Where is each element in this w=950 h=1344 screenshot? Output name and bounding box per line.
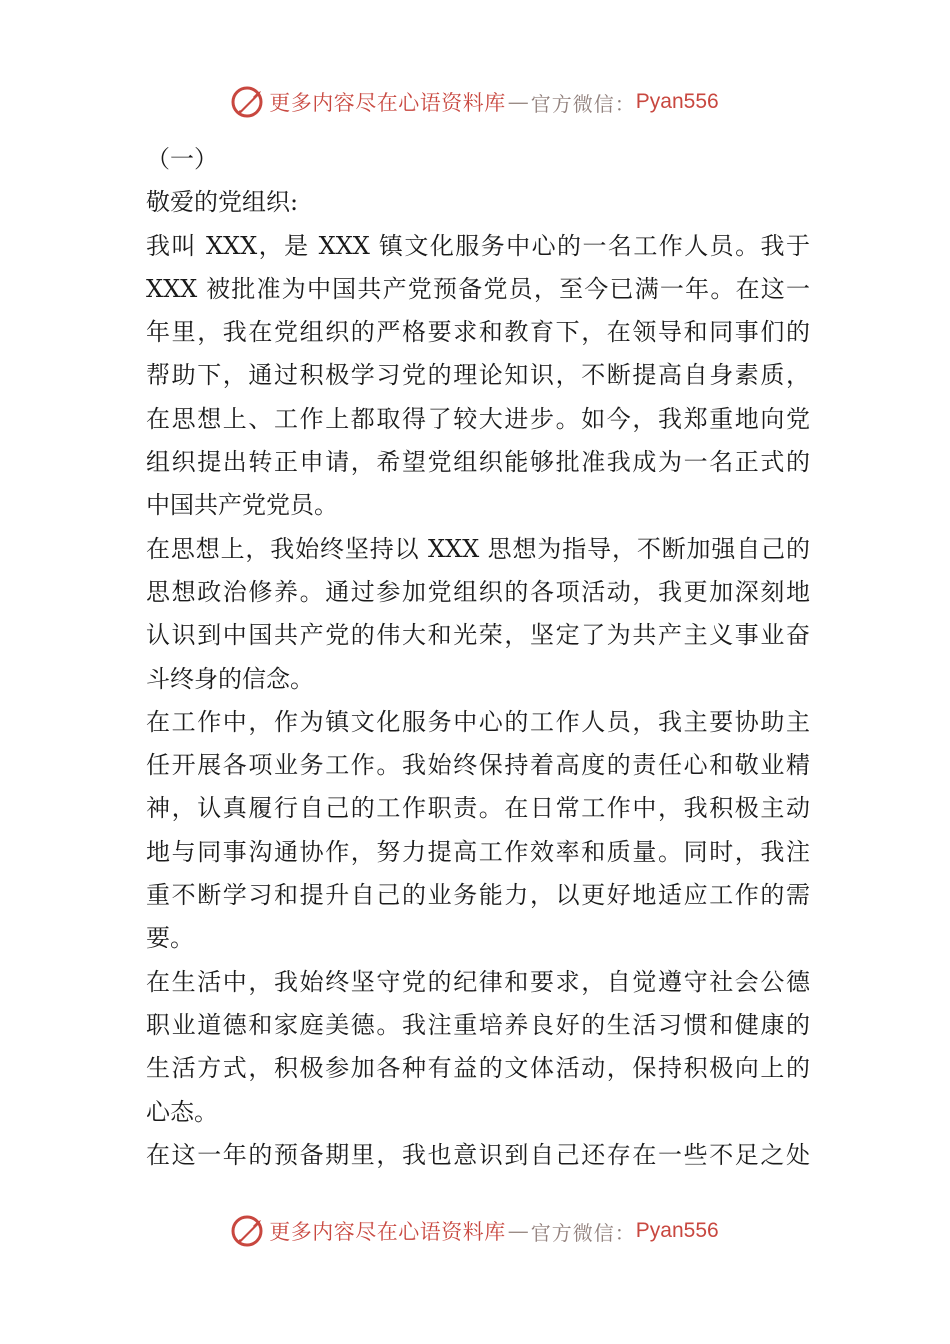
text-line: 敬爱的党组织: — [146, 188, 299, 217]
text-line: 重不断学习和提升自己的业务能力，以更好地适应工作的需 — [146, 881, 810, 910]
text-line: 在工作中，作为镇文化服务中心的工作人员，我主要协助主 — [146, 707, 810, 736]
quill-pen-logo-icon — [231, 1214, 265, 1248]
wechat-label: 官方微信： — [530, 91, 636, 116]
text-line: 认识到中国共产党的伟大和光荣，坚定了为共产主义事业奋 — [146, 621, 810, 650]
document-body — [146, 138, 810, 1177]
banner-separator: — — [507, 90, 529, 114]
text-line: 在生活中，我始终坚守党的纪律和要求，自觉遵守社会公德 — [146, 967, 810, 996]
text-line: （一） — [146, 145, 218, 173]
text-line: 心态。 — [146, 1097, 218, 1126]
banner-separator: — — [507, 1219, 529, 1243]
text-line: 在思想上，我始终坚持以 XXX 思想为指导，不断加强自己的 — [146, 534, 810, 563]
quill-pen-logo-icon — [231, 85, 265, 119]
text-line: 生活方式，积极参加各种有益的文体活动，保持积极向上的 — [146, 1054, 810, 1083]
wechat-id: Pyan556 — [635, 90, 719, 113]
wechat-label: 官方微信： — [530, 1220, 636, 1245]
brand-text: 更多内容尽在心语资料库 — [269, 1220, 506, 1244]
text-line: XXX 被批准为中国共产党预备党员，至今已满一年。在这一 — [146, 274, 810, 303]
text-line: 要。 — [146, 924, 194, 953]
text-line: 在思想上、工作上都取得了较大进步。如今，我郑重地向党 — [146, 404, 810, 433]
footer-banner — [0, 1211, 950, 1251]
wechat-id: Pyan556 — [635, 1219, 719, 1242]
text-line: 斗终身的信念。 — [146, 664, 314, 693]
text-line: 地与同事沟通协作，努力提高工作效率和质量。同时，我注 — [146, 837, 810, 866]
text-line: 组织提出转正申请，希望党组织能够批准我成为一名正式的 — [146, 448, 810, 477]
text-line: 任开展各项业务工作。我始终保持着高度的责任心和敬业精 — [146, 751, 810, 780]
brand-text: 更多内容尽在心语资料库 — [269, 91, 506, 115]
text-line: 帮助下，通过积极学习党的理论知识，不断提高自身素质， — [146, 361, 810, 390]
text-line: 职业道德和家庭美德。我注重培养良好的生活习惯和健康的 — [146, 1010, 810, 1039]
text-line: 中国共产党党员。 — [146, 491, 338, 520]
header-banner — [0, 82, 950, 122]
text-line: 年里，我在党组织的严格要求和教育下，在领导和同事们的 — [146, 318, 810, 347]
text-line: 我叫 XXX，是 XXX 镇文化服务中心的一名工作人员。我于 — [146, 231, 810, 260]
text-line: 神，认真履行自己的工作职责。在日常工作中，我积极主动 — [146, 794, 810, 823]
text-line: 在这一年的预备期里，我也意识到自己还存在一些不足之处 — [146, 1140, 810, 1169]
text-line: 思想政治修养。通过参加党组织的各项活动，我更加深刻地 — [146, 577, 810, 606]
